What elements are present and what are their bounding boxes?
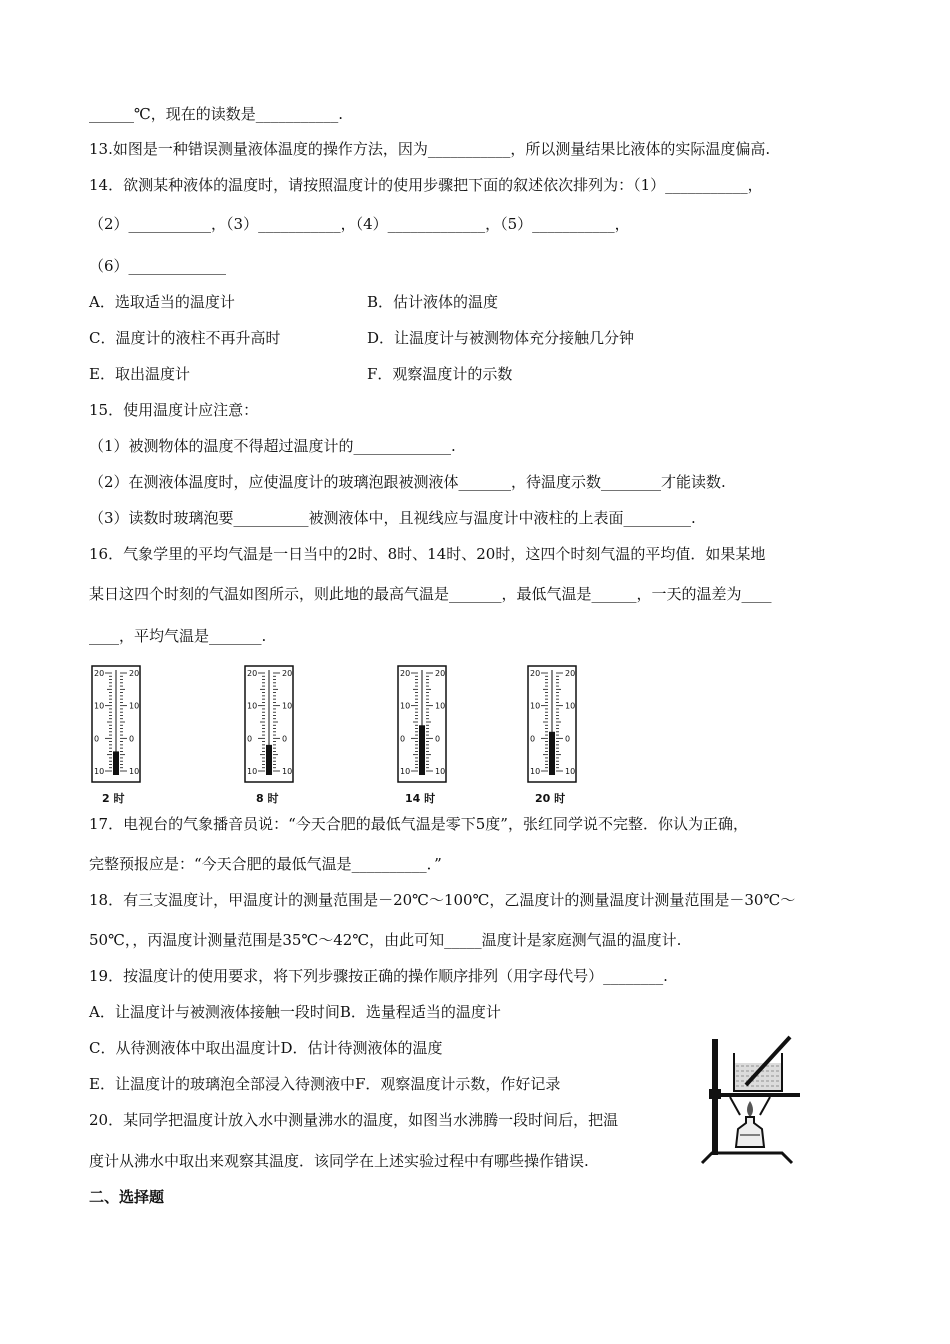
question-18-line-1: 18．有三支温度计，甲温度计的测量范围是－20℃～100℃，乙温度计的测量温度计测量范围是－30℃～ bbox=[89, 891, 796, 909]
tick-label-right: 0 bbox=[282, 734, 288, 744]
section-heading-choice: 二、选择题 bbox=[89, 1188, 165, 1206]
tick-label-left: 20 bbox=[400, 669, 411, 678]
question-19: 19．按温度计的使用要求，将下列步骤按正确的操作顺序排列（用字母代号）________. bbox=[89, 967, 668, 985]
thermometer-2h bbox=[91, 665, 141, 785]
option-e: E．取出温度计 bbox=[89, 365, 190, 383]
thermometer-8h bbox=[244, 665, 294, 785]
tick-label-left: 10 bbox=[247, 701, 258, 711]
tick-label-left: 10 bbox=[400, 701, 411, 711]
question-16-line-2: 某日这四个时刻的气温如图所示，则此地的最高气温是_______，最低气温是______，一天的温差为____ bbox=[89, 585, 772, 603]
question-20-line-1: 20．某同学把温度计放入水中测量沸水的温度，如图当水沸腾一段时间后，把温 bbox=[89, 1111, 619, 1129]
tick-label-left: 10 bbox=[530, 767, 541, 776]
tick-label-left: 20 bbox=[247, 669, 258, 678]
question-14-line-2: （2）___________，（3）___________，（4）_____________，（5）___________， bbox=[89, 215, 630, 233]
tick-label-right: 10 bbox=[282, 767, 293, 776]
question-15-part-3: （3）读数时玻璃泡要__________被测液体中，且视线应与温度计中液柱的上表面_________. bbox=[89, 509, 696, 527]
option-d: D．让温度计与被测物体充分接触几分钟 bbox=[367, 329, 635, 347]
question-15: 15．使用温度计应注意： bbox=[89, 401, 259, 419]
tick-label-left: 0 bbox=[530, 734, 536, 744]
tick-label-right: 10 bbox=[435, 701, 446, 711]
tick-label-right: 10 bbox=[565, 701, 576, 711]
liquid-column bbox=[266, 745, 272, 775]
tick-label-right: 10 bbox=[129, 701, 140, 711]
question-18-line-2: 50℃，，丙温度计测量范围是35℃～42℃，由此可知_____温度计是家庭测气温的温度计. bbox=[89, 931, 682, 949]
question-14-line-3: （6）_____________ bbox=[89, 257, 227, 275]
tick-label-left: 10 bbox=[94, 767, 105, 776]
tick-label-right: 0 bbox=[129, 734, 135, 744]
question-17-line-1: 17．电视台的气象播音员说：“今天合肥的最低气温是零下5度”，张红同学说不完整．你认为正确， bbox=[89, 815, 748, 833]
boiling-water-apparatus-figure bbox=[690, 1035, 805, 1170]
liquid-column bbox=[549, 732, 555, 775]
question-14-line-1: 14．欲测某种液体的温度时，请按照温度计的使用步骤把下面的叙述依次排列为：（1）___________， bbox=[89, 176, 763, 194]
question-19-options-ab: A．让温度计与被测液体接触一段时间B．选量程适当的温度计 bbox=[89, 1003, 501, 1021]
thermometer-label-20h: 20 时 bbox=[535, 792, 566, 805]
tick-label-left: 10 bbox=[400, 767, 411, 776]
liquid-column bbox=[419, 725, 425, 775]
option-a: A．选取适当的温度计 bbox=[89, 293, 235, 311]
option-c: C．温度计的液柱不再升高时 bbox=[89, 329, 281, 347]
tick-label-right: 10 bbox=[129, 767, 140, 776]
tick-label-right: 0 bbox=[565, 734, 571, 744]
question-19-options-cd: C．从待测液体中取出温度计D．估计待测液体的温度 bbox=[89, 1039, 443, 1057]
tick-label-left: 10 bbox=[530, 701, 541, 711]
tick-label-left: 20 bbox=[94, 669, 105, 678]
tick-label-left: 0 bbox=[247, 734, 253, 744]
question-13: 13.如图是一种错误测量液体温度的操作方法，因为___________，所以测量结果比液体的实际温度偏高. bbox=[89, 140, 771, 158]
question-17-line-2: 完整预报应是：“今天合肥的最低气温是__________．” bbox=[89, 855, 442, 873]
liquid-column bbox=[113, 751, 119, 775]
thermometer-label-2h: 2 时 bbox=[102, 792, 125, 805]
thermometer-label-14h: 14 时 bbox=[405, 792, 436, 805]
tick-label-right: 20 bbox=[282, 669, 293, 678]
tick-label-right: 20 bbox=[435, 669, 446, 678]
thermometer-14h bbox=[397, 665, 447, 785]
option-b: B．估计液体的温度 bbox=[367, 293, 499, 311]
tick-label-right: 20 bbox=[565, 669, 576, 678]
thermometer-label-8h: 8 时 bbox=[256, 792, 279, 805]
tick-label-right: 10 bbox=[565, 767, 576, 776]
question-15-part-1: （1）被测物体的温度不得超过温度计的_____________. bbox=[89, 437, 456, 455]
tick-label-left: 10 bbox=[247, 767, 258, 776]
question-16-line-1: 16．气象学里的平均气温是一日当中的2时、8时、14时、20时，这四个时刻气温的平均值．如果某地 bbox=[89, 545, 766, 563]
line-1: ______℃，现在的读数是___________. bbox=[89, 105, 344, 123]
question-19-options-ef: E．让温度计的玻璃泡全部浸入待测液中F．观察温度计示数，作好记录 bbox=[89, 1075, 561, 1093]
tick-label-right: 10 bbox=[435, 767, 446, 776]
question-20-line-2: 度计从沸水中取出来观察其温度．该同学在上述实验过程中有哪些操作错误. bbox=[89, 1152, 589, 1170]
tick-label-left: 10 bbox=[94, 701, 105, 711]
question-16-line-3: ____，平均气温是_______. bbox=[89, 627, 267, 645]
tick-label-right: 10 bbox=[282, 701, 293, 711]
tick-label-left: 0 bbox=[94, 734, 100, 744]
thermometer-20h bbox=[527, 665, 577, 785]
tick-label-right: 20 bbox=[129, 669, 140, 678]
tick-label-right: 0 bbox=[435, 734, 441, 744]
tick-label-left: 0 bbox=[400, 734, 406, 744]
question-15-part-2: （2）在测液体温度时，应使温度计的玻璃泡跟被测液体_______，待温度示数________才能读数. bbox=[89, 473, 726, 491]
option-f: F．观察温度计的示数 bbox=[367, 365, 513, 383]
tick-label-left: 20 bbox=[530, 669, 541, 678]
